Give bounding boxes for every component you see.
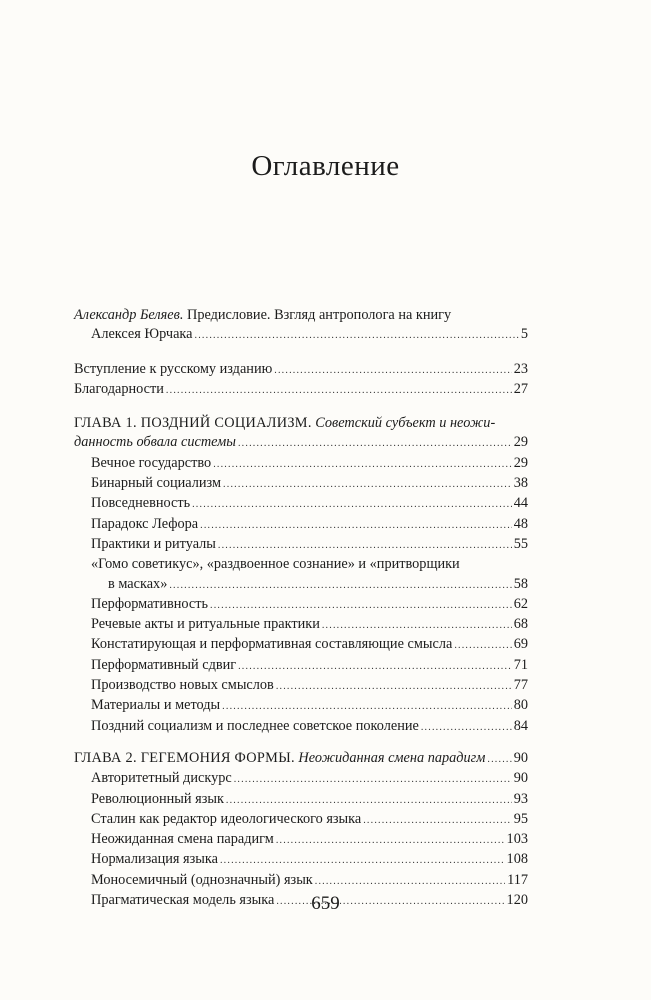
toc-entry-acknowledgements[interactable] [74,380,528,400]
page-ref: 29 [513,454,528,471]
section-label: Материалы и методы [91,697,221,714]
page-title: Оглавление [251,150,400,182]
section-label: Повседневность [91,495,191,512]
leader-dots [322,616,512,635]
page-ref: 117 [507,871,528,888]
leader-dots [220,851,505,870]
leader-dots [218,536,512,555]
toc-section[interactable] [74,810,528,830]
preface-title-line2: Алексея Юрчака [91,326,193,343]
section-label: Перформативный сдвиг [91,656,237,673]
section-label: Моносемичный (однозначный) язык [91,871,313,888]
page-ref: 48 [513,515,528,532]
leader-dots [223,475,512,494]
toc-section[interactable] [74,494,528,514]
page-ref: 95 [513,810,528,827]
page-ref: 44 [513,495,528,512]
chapter-subtitle-line2: данность обвала системы [74,434,236,451]
chapter-heading: ГЛАВА 1. ПОЗДНИЙ СОЦИАЛИЗМ. [74,415,312,432]
toc-section[interactable] [74,696,528,716]
leader-dots [226,791,512,810]
leader-dots [192,495,512,514]
section-label: Бинарный социализм [91,475,222,492]
leader-dots [276,831,505,850]
section-label: Авторитетный дискурс [91,770,232,787]
page-ref: 120 [506,892,528,909]
page-ref: 103 [506,831,528,848]
toc-entry-preface[interactable] [74,306,528,346]
page-ref: 58 [513,575,528,592]
toc-section[interactable] [74,535,528,555]
leader-dots [222,697,512,716]
toc-section[interactable] [74,717,528,737]
page-ref: 27 [513,380,528,397]
page-ref: 69 [513,636,528,653]
toc-section[interactable] [74,656,528,676]
toc-section[interactable] [74,474,528,494]
toc-section[interactable] [74,850,528,870]
toc-section[interactable] [74,595,528,615]
page-ref: 68 [513,616,528,633]
section-label: Сталин как редактор идеологического языка [91,810,362,827]
leader-dots [195,326,519,345]
page-ref: 62 [513,595,528,612]
toc-section[interactable] [74,615,528,635]
page-ref: 90 [513,770,528,787]
chapter-heading: ГЛАВА 2. ГЕГЕМОНИЯ ФОРМЫ. [74,749,295,766]
page-ref: 77 [513,677,528,694]
entry-label: Благодарности [74,380,164,397]
leader-dots [169,576,511,595]
toc-section[interactable] [74,871,528,891]
leader-dots [200,516,512,535]
toc-section[interactable] [74,769,528,789]
toc-section[interactable] [74,676,528,696]
leader-dots [238,657,512,676]
leader-dots [421,718,512,737]
preface-title-line1: Предисловие. Взгляд антрополога на книгу [183,307,452,323]
page-ref: 29 [513,434,528,451]
section-label: Перформативность [91,595,209,612]
toc-section-multiline[interactable] [74,555,528,595]
table-of-contents [74,306,528,911]
section-label: Речевые акты и ритуальные практики [91,616,320,633]
section-label: Практики и ритуалы [91,535,216,552]
page-ref: 38 [513,475,528,492]
section-label: Прагматическая модель языка [91,892,275,909]
entry-label: Вступление к русскому изданию [74,360,273,377]
leader-dots [274,361,511,380]
page-ref: 71 [513,656,528,673]
section-label: Неожиданная смена парадигм [91,831,274,848]
section-label: Парадокс Лефора [91,515,199,532]
toc-chapter-2[interactable] [74,749,528,769]
leader-dots [315,872,505,891]
leader-dots [487,750,511,769]
page-ref: 93 [513,790,528,807]
toc-section[interactable] [74,790,528,810]
toc-section[interactable] [74,830,528,850]
toc-entry-foreword[interactable] [74,360,528,380]
leader-dots [210,596,512,615]
page-number: 659 [311,893,340,914]
chapter-subtitle-line1: Советский субъект и неожи- [311,415,496,432]
section-label: Поздний социализм и последнее советское поколение [91,717,419,734]
section-label: Революционный язык [91,790,224,807]
page-ref: 84 [513,717,528,734]
page-ref: 23 [513,360,528,377]
toc-chapter-1[interactable] [74,414,528,454]
page-ref: 90 [513,749,528,766]
leader-dots [276,677,512,696]
page-ref: 80 [513,697,528,714]
section-label: Констатирующая и перформативная составляющие смысла [91,636,453,653]
toc-section[interactable] [74,454,528,474]
page-ref: 108 [506,851,528,868]
leader-dots [166,381,512,400]
toc-section[interactable] [74,635,528,655]
leader-dots [213,455,512,474]
leader-dots [454,636,511,655]
section-label-line2: в масках» [108,575,168,592]
leader-dots [238,434,512,453]
page-ref: 5 [520,326,528,343]
section-label-line1: «Гомо советикус», «раздвоенное сознание» и «притворщики [91,556,460,573]
chapter-subtitle: Неожиданная смена парадигм [294,749,486,766]
page-ref: 55 [513,535,528,552]
toc-section[interactable] [74,515,528,535]
preface-author: Александр Беляев. [74,307,184,323]
section-label: Вечное государство [91,454,212,471]
leader-dots [234,770,512,789]
section-label: Производство новых смыслов [91,677,274,694]
section-label: Нормализация языка [91,851,218,868]
leader-dots [363,811,511,830]
